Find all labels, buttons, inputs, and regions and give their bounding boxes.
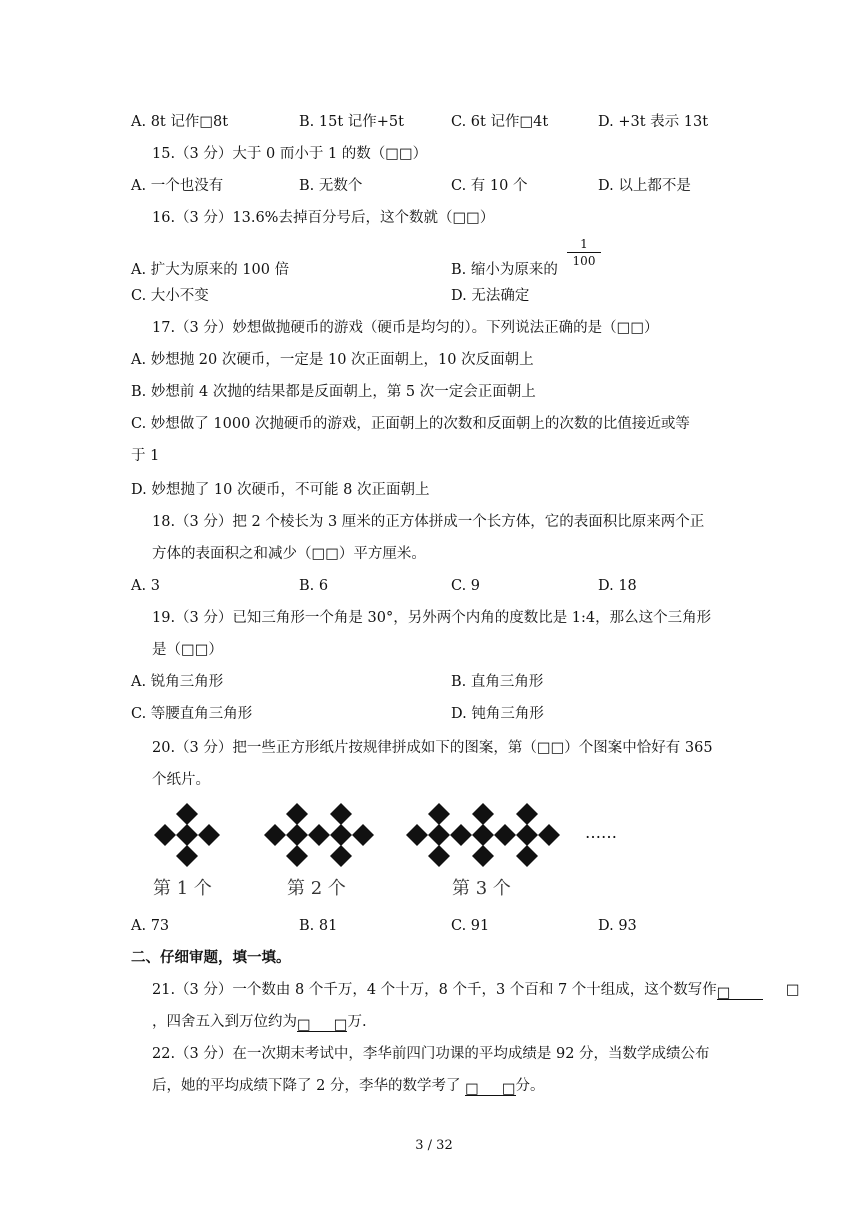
fraction-denominator: 100 — [572, 254, 596, 268]
pattern-label-1: 第 1 个 — [153, 878, 212, 899]
q16-stem: 16.（3 分）13.6%去掉百分号后，这个数就（□□） — [152, 210, 495, 226]
q14-option-d: D. +3t 表示 13t — [598, 114, 709, 130]
q18-option-b: B. 6 — [299, 578, 329, 594]
q19-stem-line2: 是（□□） — [152, 642, 223, 658]
q21-text-2a: ，四舍五入到万位约为 — [152, 1014, 297, 1030]
q15-option-d: D. 以上都不是 — [598, 178, 691, 194]
q18-stem-line2: 方体的表面积之和减少（□□）平方厘米。 — [152, 546, 426, 562]
q14-option-c: C. 6t 记作□4t — [451, 114, 549, 130]
q20-option-b: B. 81 — [299, 918, 338, 934]
q22-answer-blank[interactable] — [465, 1079, 515, 1096]
q19-stem-line1: 19.（3 分）已知三角形一个角是 30°，另外两个内角的度数比是 1:4，那么这个三角形 — [152, 610, 712, 626]
pattern-2-tile — [286, 845, 308, 867]
q17-option-d: D. 妙想抛了 10 次硬币，不可能 8 次正面朝上 — [131, 482, 430, 498]
pattern-1-tile — [176, 824, 198, 846]
q17-option-c-cont: 于 1 — [131, 448, 160, 464]
q21-answer-blank-1[interactable] — [717, 983, 763, 1000]
q21-line2 — [152, 1012, 367, 1032]
q14-option-b: B. 15t 记作+5t — [299, 114, 404, 130]
q16-option-a: A. 扩大为原来的 100 倍 — [131, 262, 290, 278]
pattern-3-tile — [516, 803, 538, 825]
q21-blank-1-box-b: □ — [785, 982, 800, 998]
q19-option-a: A. 锐角三角形 — [131, 674, 224, 690]
q16-option-c: C. 大小不变 — [131, 288, 209, 304]
pattern-label-3: 第 3 个 — [452, 878, 511, 899]
pattern-3-tile — [428, 803, 450, 825]
q21-answer-blank-2[interactable] — [297, 1015, 347, 1032]
pattern-3-tile — [472, 824, 494, 846]
q20-stem-line2: 个纸片。 — [152, 772, 210, 788]
pattern-1-tile — [176, 845, 198, 867]
q22-blank-box: □ — [465, 1081, 479, 1097]
pattern-2-tile — [264, 824, 286, 846]
q20-option-a: A. 73 — [131, 918, 170, 934]
pattern-2-tile — [330, 824, 352, 846]
q16-option-d: D. 无法确定 — [451, 288, 530, 304]
q20-stem-line1: 20.（3 分）把一些正方形纸片按规律拼成如下的图案，第（□□）个图案中恰好有 365 — [152, 740, 713, 756]
q22-line2 — [152, 1076, 545, 1096]
pattern-2-tile — [330, 845, 352, 867]
pattern-1-tile — [176, 803, 198, 825]
q18-option-a: A. 3 — [131, 578, 160, 594]
pattern-2-tile — [352, 824, 374, 846]
q22-text-2b: 分。 — [515, 1078, 545, 1094]
q21-text-2b: 万. — [347, 1014, 367, 1030]
q16-option-b: B. 缩小为原来的 — [451, 262, 558, 278]
q21-blank-1-box: □ — [716, 985, 731, 1001]
q15-stem: 15.（3 分）大于 0 而小于 1 的数（□□） — [152, 146, 428, 162]
pattern-2-tile — [308, 824, 330, 846]
q15-option-b: B. 无数个 — [299, 178, 363, 194]
q17-stem: 17.（3 分）妙想做抛硬币的游戏（硬币是均匀的）。下列说法正确的是（□□） — [152, 320, 659, 336]
q19-option-d: D. 钝角三角形 — [451, 706, 544, 722]
pattern-1-tile — [198, 824, 220, 846]
q14-option-a: A. 8t 记作□8t — [131, 114, 229, 130]
pattern-3-tile — [516, 845, 538, 867]
q22-line1: 22.（3 分）在一次期末考试中，李华前四门功课的平均成绩是 92 分，当数学成绩公布 — [152, 1046, 710, 1062]
q21-text: 21.（3 分）一个数由 8 个千万，4 个十万，8 个千，3 个百和 7 个十组成，这个数写作 — [152, 982, 717, 998]
q20-option-d: D. 93 — [598, 918, 637, 934]
q19-option-c: C. 等腰直角三角形 — [131, 706, 253, 722]
pattern-1-tile — [154, 824, 176, 846]
pattern-2-tile — [286, 803, 308, 825]
pattern-2-tile — [330, 803, 352, 825]
pattern-3-tile — [406, 824, 428, 846]
page-number: 3 / 32 — [415, 1138, 453, 1153]
pattern-2-tile — [286, 824, 308, 846]
q21-blank-2-box: □ — [297, 1017, 311, 1033]
pattern-3-tile — [428, 845, 450, 867]
pattern-3-tile — [450, 824, 472, 846]
q19-option-b: B. 直角三角形 — [451, 674, 544, 690]
q18-option-c: C. 9 — [451, 578, 481, 594]
pattern-ellipsis: …… — [585, 823, 617, 842]
q18-stem-line1: 18.（3 分）把 2 个棱长为 3 厘米的正方体拼成一个长方体，它的表面积比原来两个正 — [152, 514, 705, 530]
pattern-3-tile — [494, 824, 516, 846]
q15-option-a: A. 一个也没有 — [131, 178, 224, 194]
pattern-3-tile — [428, 824, 450, 846]
q15-option-c: C. 有 10 个 — [451, 178, 528, 194]
pattern-label-2: 第 2 个 — [287, 878, 346, 899]
q16-fraction — [567, 237, 601, 268]
q18-option-d: D. 18 — [598, 578, 637, 594]
q17-option-b: B. 妙想前 4 次抛的结果都是反面朝上，第 5 次一定会正面朝上 — [131, 384, 536, 400]
q21-line1 — [152, 980, 800, 1000]
pattern-3-tile — [516, 824, 538, 846]
q22-text-2a: 后，她的平均成绩下降了 2 分，李华的数学考了 — [152, 1078, 461, 1094]
q20-option-c: C. 91 — [451, 918, 490, 934]
q21-blank-2-box-b: □ — [333, 1017, 348, 1033]
square-pattern-figure — [149, 800, 624, 900]
section-2-title: 二、仔细审题，填一填。 — [131, 949, 291, 966]
q17-option-a: A. 妙想抛 20 次硬币，一定是 10 次正面朝上，10 次反面朝上 — [131, 352, 534, 368]
fraction-numerator: 1 — [580, 237, 588, 251]
pattern-3-tile — [538, 824, 560, 846]
pattern-3-tile — [472, 803, 494, 825]
q17-option-c: C. 妙想做了 1000 次抛硬币的游戏，正面朝上的次数和反面朝上的次数的比值接近或等 — [131, 416, 690, 432]
q22-blank-box-b: □ — [501, 1081, 516, 1097]
pattern-3-tile — [472, 845, 494, 867]
fraction-bar — [567, 252, 601, 253]
